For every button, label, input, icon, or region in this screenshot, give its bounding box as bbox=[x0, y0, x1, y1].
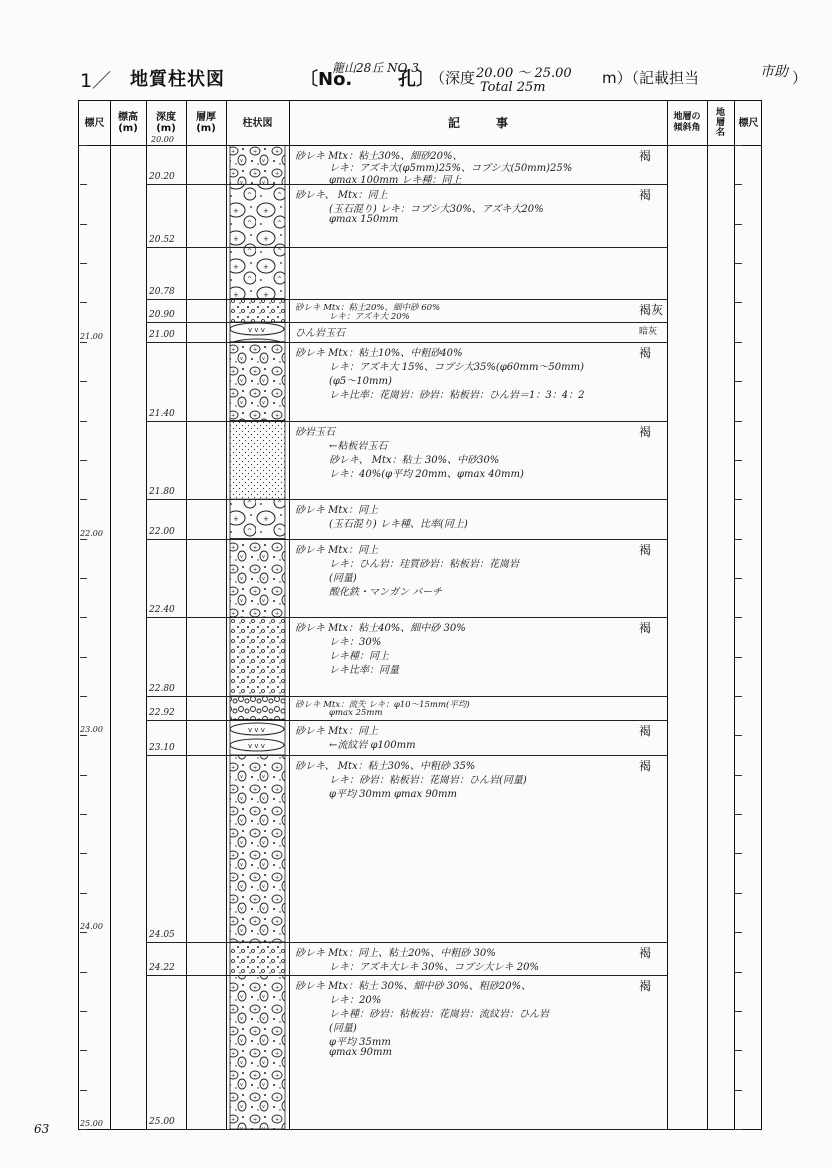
scale-tick bbox=[80, 1050, 87, 1051]
layer-description-line: 砂レキ Mtx：粘土 30%、細中砂 30%、粗砂20%、 bbox=[295, 981, 532, 993]
layer-color: 褐 bbox=[639, 946, 652, 961]
scale-tick bbox=[735, 381, 742, 382]
col-dip: 地層の 傾斜角 bbox=[673, 112, 701, 133]
col-layer-name: 地 層 名 bbox=[715, 108, 725, 138]
layer-boundary bbox=[146, 499, 667, 500]
layer-description-line: 砂レキ、 Mtx：粘土 30%、中砂30% bbox=[329, 454, 500, 466]
layer-description-line: 砂レキ Mtx：同上 bbox=[295, 505, 379, 517]
col-thickness: 層厚 (m) bbox=[196, 112, 216, 134]
column-layer-gravel bbox=[230, 942, 285, 975]
layer-boundary bbox=[146, 421, 667, 422]
layer-depth-label: 20.52 bbox=[149, 235, 175, 246]
scale-tick bbox=[735, 460, 742, 461]
layer-depth-label: 23.10 bbox=[149, 743, 175, 754]
layer-description-line: 砂レキ Mtx：同上 bbox=[295, 725, 379, 737]
layer-color: 褐 bbox=[639, 149, 652, 163]
layer-description-line: レキ：アズキ大レキ 30%、コブシ大レキ 20% bbox=[329, 962, 540, 974]
scale-tick bbox=[735, 893, 742, 894]
column-layer-sand bbox=[230, 421, 285, 500]
hole-suffix: 孔〕 bbox=[398, 69, 434, 90]
scale-tick bbox=[735, 1129, 742, 1130]
layer-description-line: φ平均 30mm φmax 90mm bbox=[329, 789, 458, 801]
recorder-name: 市助 bbox=[760, 64, 788, 80]
header-close: ） bbox=[792, 69, 808, 87]
scale-tick bbox=[735, 1011, 742, 1012]
scale-tick bbox=[80, 1129, 87, 1130]
column-layer-mixed bbox=[230, 145, 285, 184]
layer-description-line: レキ：ひん岩：珪質砂岩：粘板岩：花崗岩 bbox=[329, 558, 519, 570]
layer-description-line: 砂レキ Mtx：粘土20%、細中砂 60% bbox=[295, 302, 441, 313]
scale-tick bbox=[80, 302, 87, 303]
scale-tick bbox=[735, 735, 742, 736]
layer-description-line: φmax 100mm レキ種：同上 bbox=[329, 174, 462, 186]
col-scale-right: 標尺 bbox=[738, 117, 759, 129]
layer-description-line: 砂レキ Mtx：粘土40%、細中砂 30% bbox=[295, 623, 466, 635]
layer-boundary bbox=[146, 696, 667, 697]
start-depth: 20.00 bbox=[151, 135, 174, 144]
layer-description-line: 酸化鉄・マンガン パーチ bbox=[329, 586, 443, 598]
header-divider bbox=[79, 145, 761, 146]
layer-description-line: レキ：アズキ大(φ5mm)25%、コブシ大(50mm)25% bbox=[329, 162, 573, 174]
column-layer-gravel bbox=[230, 299, 285, 323]
scale-tick bbox=[735, 578, 742, 579]
scale-tick bbox=[80, 421, 87, 422]
layer-depth-label: 21.00 bbox=[149, 329, 175, 340]
scale-tick bbox=[80, 1090, 87, 1091]
layer-depth-label: 22.80 bbox=[149, 684, 175, 695]
scale-tick bbox=[80, 381, 87, 382]
layer-depth-label: 20.78 bbox=[149, 286, 175, 297]
col-elevation: 標高 (m) bbox=[118, 112, 138, 134]
scale-tick bbox=[735, 814, 742, 815]
layer-description-line: ←粘板岩玉石 bbox=[329, 440, 388, 452]
scale-tick bbox=[735, 539, 742, 540]
layer-description-line: (玉石混り) レキ種、比率(同上) bbox=[329, 519, 468, 531]
layer-description-line: レキ：20% bbox=[329, 995, 382, 1007]
layer-color: 褐 bbox=[639, 621, 652, 636]
scale-tick bbox=[735, 421, 742, 422]
scale-tick bbox=[80, 460, 87, 461]
layer-description-line: 砂岩玉石 bbox=[295, 426, 335, 438]
layer-description-line: レキ種：砂岩：粘板岩：花崗岩：流紋岩：ひん岩 bbox=[329, 1009, 549, 1021]
layer-depth-label: 25.00 bbox=[149, 1117, 175, 1127]
layer-description-line: レキ比率：同量 bbox=[329, 665, 399, 677]
scale-label: 25.00 bbox=[80, 1119, 103, 1128]
boring-log-table bbox=[78, 100, 762, 1130]
scale-tick bbox=[735, 972, 742, 973]
scale-tick bbox=[80, 814, 87, 815]
scale-tick bbox=[735, 775, 742, 776]
layer-description-line: レキ：40%(φ平均 20mm、φmax 40mm) bbox=[329, 468, 524, 480]
scale-tick bbox=[735, 617, 742, 618]
layer-depth-label: 24.05 bbox=[149, 930, 175, 941]
layer-description-line: φ平均 35mm bbox=[329, 1037, 391, 1049]
layer-description-line: 砂レキ、 Mtx：粘土30%、中粗砂 35% bbox=[295, 761, 476, 773]
col-depth: 深度 (m) bbox=[156, 112, 176, 134]
col-column-chart: 柱状図 bbox=[242, 117, 273, 129]
scale-tick bbox=[80, 184, 87, 185]
scale-tick bbox=[80, 696, 87, 697]
scale-tick bbox=[735, 145, 742, 146]
recorder-label: （記載担当 bbox=[624, 69, 700, 87]
column-layer-mixed bbox=[230, 539, 285, 618]
scale-tick bbox=[80, 775, 87, 776]
layer-color: 褐 bbox=[639, 759, 652, 774]
page-header bbox=[80, 58, 808, 98]
layer-boundary bbox=[146, 755, 667, 756]
scale-tick bbox=[735, 696, 742, 697]
column-divider bbox=[734, 101, 735, 1129]
column-layer-boulder bbox=[230, 322, 285, 342]
column-layer-mixed bbox=[230, 975, 285, 1129]
scale-tick bbox=[80, 657, 87, 658]
layer-description-line: (φ5～10mm) bbox=[329, 375, 392, 387]
layer-boundary bbox=[146, 720, 667, 721]
layer-boundary bbox=[146, 539, 667, 540]
scale-tick bbox=[735, 499, 742, 500]
page-number: 63 bbox=[34, 1122, 50, 1136]
column-divider bbox=[110, 101, 111, 1129]
scale-tick bbox=[735, 657, 742, 658]
scale-tick bbox=[80, 539, 87, 540]
layer-depth-label: 20.20 bbox=[149, 172, 175, 183]
layer-boundary bbox=[146, 942, 667, 943]
layer-color: 褐 bbox=[639, 723, 652, 738]
layer-description-line: ←流紋岩 φ100mm bbox=[329, 739, 416, 751]
layer-description-line: レキ：30% bbox=[329, 637, 382, 649]
scale-tick bbox=[80, 972, 87, 973]
column-layer-gravel bbox=[230, 617, 285, 696]
layer-color: 褐 bbox=[639, 542, 652, 557]
scale-tick bbox=[80, 499, 87, 500]
layer-description-line: φmax 150mm bbox=[329, 214, 399, 226]
column-layer-pebble bbox=[230, 696, 285, 720]
scale-tick bbox=[80, 578, 87, 579]
layer-description-line: レキ：砂岩：粘板岩：花崗岩：ひん岩(同量) bbox=[329, 775, 527, 787]
layer-description-line: レキ：アズキ大 15%、コブシ大35%(φ60mm～50mm) bbox=[329, 361, 585, 373]
layer-description-line: 砂レキ Mtx：同上 bbox=[295, 544, 379, 556]
hole-name: 籠山28丘 NO 3 bbox=[332, 61, 419, 75]
layer-color: 褐 bbox=[639, 345, 652, 360]
depth-range: 20.00 ～ 25.00 bbox=[476, 66, 572, 81]
layer-boundary bbox=[146, 617, 667, 618]
layer-description-line: 砂レキ Mtx：粘土30%、細砂20%、 bbox=[295, 151, 463, 162]
layer-description-line: φmax 90mm bbox=[329, 1047, 392, 1059]
scale-label: 21.00 bbox=[80, 331, 103, 341]
layer-depth-label: 22.00 bbox=[149, 526, 175, 537]
scale-label: 24.00 bbox=[80, 922, 103, 932]
scale-tick bbox=[735, 184, 742, 185]
scale-label: 23.00 bbox=[80, 725, 103, 735]
layer-description-line: (同量) bbox=[329, 1023, 357, 1035]
scale-tick bbox=[80, 932, 87, 933]
layer-description-line: レキ：アズキ大 20% bbox=[329, 312, 410, 323]
layer-color: 褐灰 bbox=[639, 302, 664, 317]
column-layer-cobble bbox=[230, 184, 285, 247]
sheet-number: 1／ bbox=[80, 70, 112, 92]
column-layer-cobble bbox=[230, 499, 285, 538]
scale-tick bbox=[80, 617, 87, 618]
layer-boundary bbox=[146, 299, 667, 300]
layer-description-line: (玉石混り) レキ：コブシ大30%、アズキ大20% bbox=[329, 204, 544, 216]
scale-tick bbox=[735, 342, 742, 343]
scale-tick bbox=[80, 893, 87, 894]
layer-color: 褐 bbox=[639, 979, 652, 994]
layer-color: 褐 bbox=[639, 424, 652, 439]
layer-description-line: レキ種：同上 bbox=[329, 651, 389, 663]
depth-prefix: （深度 bbox=[430, 69, 476, 87]
layer-color: 褐 bbox=[639, 188, 652, 203]
layer-boundary bbox=[146, 975, 667, 976]
layer-boundary bbox=[146, 247, 667, 248]
scale-label: 22.00 bbox=[80, 528, 103, 538]
scale-tick bbox=[80, 224, 87, 225]
layer-depth-label: 22.40 bbox=[149, 605, 175, 616]
layer-description-line: φmax 25mm bbox=[329, 707, 383, 718]
layer-description-line: 砂レキ Mtx：粘土10%、中粗砂40% bbox=[295, 347, 463, 359]
scale-tick bbox=[735, 1090, 742, 1091]
col-description: 記 事 bbox=[447, 115, 508, 130]
page-title: 地質柱状図 bbox=[130, 69, 225, 90]
layer-color: 暗灰 bbox=[639, 327, 658, 338]
layer-depth-label: 21.80 bbox=[149, 487, 175, 498]
layer-description-line: 砂レキ Mtx：流失 レキ：φ10～15mm(平均) bbox=[295, 700, 470, 711]
scale-tick bbox=[80, 853, 87, 854]
layer-description-line: レキ比率：花崗岩：砂岩：粘板岩：ひん岩＝1：3：4：2 bbox=[329, 389, 585, 401]
column-layer-cobble bbox=[230, 247, 285, 298]
layer-depth-label: 20.90 bbox=[149, 310, 175, 321]
column-layer-mixed bbox=[230, 755, 285, 942]
total-depth: Total 25m bbox=[480, 80, 546, 95]
column-layer-boulder bbox=[230, 720, 285, 755]
scale-tick bbox=[80, 1011, 87, 1012]
layer-depth-label: 24.22 bbox=[149, 963, 175, 974]
column-divider bbox=[667, 101, 668, 1129]
layer-description-line: ひん岩玉石 bbox=[295, 328, 345, 340]
layer-depth-label: 22.92 bbox=[149, 707, 175, 718]
geologic-column-chart bbox=[226, 145, 289, 1129]
scale-tick bbox=[80, 735, 87, 736]
layer-boundary bbox=[146, 342, 667, 343]
layer-description-line: 砂レキ、 Mtx：同上 bbox=[295, 190, 388, 202]
layer-depth-label: 21.40 bbox=[149, 408, 175, 419]
layer-description-line: 砂レキ Mtx：同上、粘土20%、中粗砂 30% bbox=[295, 948, 496, 960]
scale-tick bbox=[80, 263, 87, 264]
scale-tick bbox=[735, 853, 742, 854]
column-divider bbox=[707, 101, 708, 1129]
depth-unit: m） bbox=[602, 69, 632, 87]
layer-description-line: (同量) bbox=[329, 572, 357, 584]
col-scale: 標尺 bbox=[84, 117, 105, 129]
scale-tick bbox=[735, 1050, 742, 1051]
hole-no-prefix: 〔No. bbox=[300, 69, 353, 90]
column-layer-mixed bbox=[230, 342, 285, 421]
layer-boundary bbox=[146, 1129, 667, 1130]
scale-tick bbox=[80, 342, 87, 343]
scale-tick bbox=[735, 224, 742, 225]
scale-tick bbox=[80, 145, 87, 146]
scale-tick bbox=[735, 263, 742, 264]
scale-tick bbox=[735, 932, 742, 933]
scale-tick bbox=[735, 302, 742, 303]
